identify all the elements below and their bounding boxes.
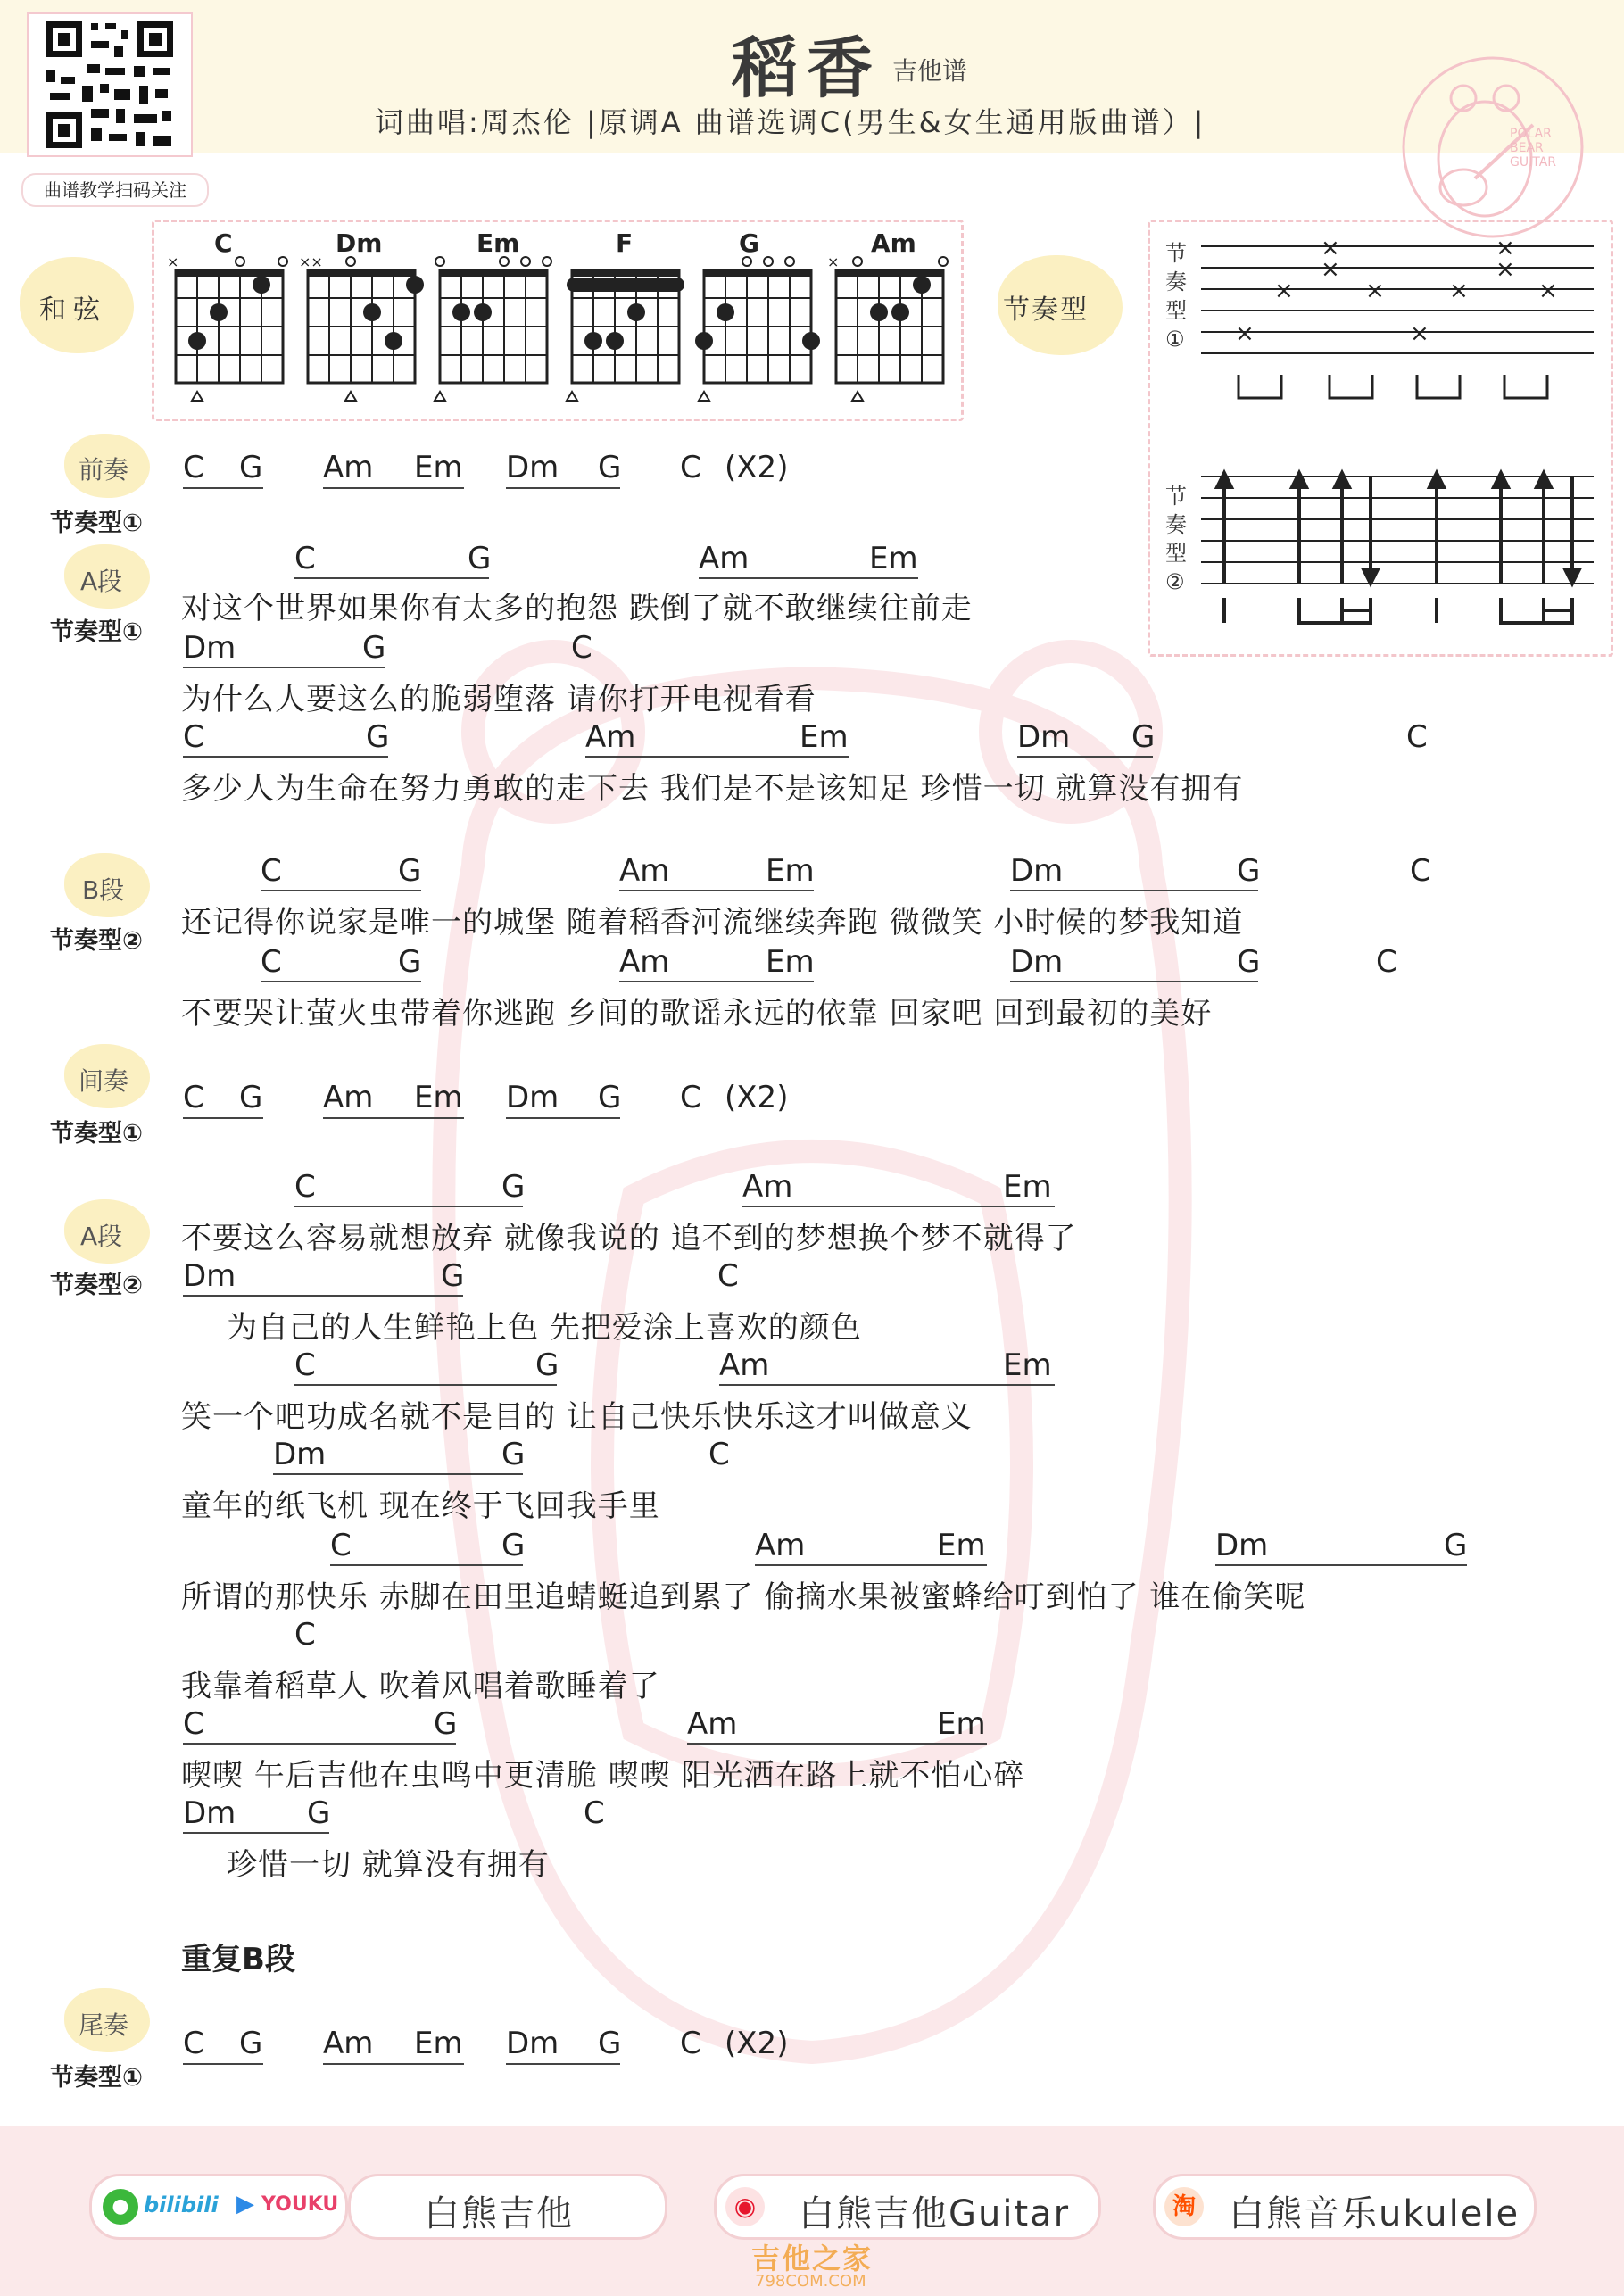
b-2-underline-1 <box>261 981 421 982</box>
b-1-underline-3 <box>1010 890 1258 891</box>
song-title: 稻香 <box>732 30 882 107</box>
interlude-chord-2: G <box>239 1080 263 1115</box>
interlude-chord-1: C <box>183 1080 204 1115</box>
interlude-underline-2 <box>323 1117 464 1119</box>
chords-tag: 和弦 <box>39 294 107 326</box>
repeat-b-note: 重复B段 <box>181 1942 295 1977</box>
b-2-chord-g: G <box>398 944 422 980</box>
interlude-repeat: (X2) <box>725 1080 789 1115</box>
a2-7-underline-1 <box>183 1743 456 1745</box>
intro-chord-6: G <box>598 450 622 485</box>
outro-underline-3 <box>506 2063 620 2065</box>
a2-8-chord-g: G <box>307 1795 331 1831</box>
polar-bear-logo <box>1399 54 1587 241</box>
a2-5-chord-dm: Dm <box>1215 1528 1269 1563</box>
chord-name-dm: Dm <box>336 228 383 258</box>
a2-3-underline-2 <box>719 1384 1055 1386</box>
a1-2-chord-dm: Dm <box>183 630 236 666</box>
b-rhythm: 节奏型② <box>50 927 143 955</box>
rhythm-pattern-2 <box>1196 464 1599 634</box>
interlude-underline-1 <box>183 1117 263 1119</box>
a1-2-underline-1 <box>183 667 385 668</box>
b-2-chord-c: C <box>261 944 282 980</box>
a2-1-underline-1 <box>294 1206 523 1207</box>
account-taobao[interactable] <box>1153 2174 1537 2240</box>
outro-tag: 尾奏 <box>79 2010 129 2040</box>
a2-5-chord-am: Am <box>755 1528 806 1563</box>
svg-text:×: × <box>1496 236 1515 261</box>
logo-text-3: GUITAR <box>1510 155 1556 170</box>
b-2-chord-em: Em <box>766 944 815 980</box>
a1-1-chord-c: C <box>294 541 316 576</box>
a2-1-underline-2 <box>742 1206 1055 1207</box>
chord-name-c: C <box>214 228 233 258</box>
taobao-icon: 淘 <box>1164 2187 1204 2226</box>
a1-tag: A段 <box>80 567 123 596</box>
a2-8-chord-dm: Dm <box>183 1795 236 1831</box>
svg-text:×: × <box>1449 278 1469 304</box>
intro-rhythm: 节奏型① <box>50 510 143 537</box>
interlude-rhythm: 节奏型① <box>50 1120 143 1148</box>
a2-3-chord-g: G <box>535 1347 559 1383</box>
wechat-icon: ● <box>103 2189 138 2225</box>
a2-3-chord-am: Am <box>719 1347 770 1383</box>
a2-7-chord-g: G <box>434 1706 458 1742</box>
a2-2-chord-g: G <box>441 1258 465 1294</box>
a2-rhythm: 节奏型② <box>50 1272 143 1299</box>
chord-diagram-dm <box>299 253 424 401</box>
b-2-lyric: 不要哭让萤火虫带着你逃跑 乡间的歌谣永远的依靠 回家吧 回到最初的美好 <box>181 996 1213 1032</box>
chord-diagram-c <box>167 253 287 401</box>
qr-code[interactable] <box>27 12 193 157</box>
a2-2-chord-dm: Dm <box>183 1258 236 1294</box>
a2-4-underline-1 <box>273 1473 523 1475</box>
bilibili-logo: bilibili <box>144 2192 219 2217</box>
b-1-underline-1 <box>261 890 421 891</box>
interlude-chord-4: Em <box>414 1080 463 1115</box>
svg-text:×: × <box>1410 320 1429 347</box>
intro-underline-3 <box>506 487 620 489</box>
a2-4-lyric: 童年的纸飞机 现在终于飞回我手里 <box>181 1488 660 1524</box>
a1-3-underline-3 <box>1017 756 1153 758</box>
svg-text:×: × <box>1235 320 1255 347</box>
youku-logo: YOUKU <box>261 2193 339 2216</box>
chord-name-g: G <box>739 228 759 258</box>
a1-3-underline-2 <box>585 756 849 758</box>
social-platforms-pill[interactable] <box>89 2174 348 2240</box>
rhythm-pattern-1-label: 节 奏 型 ① <box>1165 241 1187 352</box>
a1-1-underline-2 <box>699 577 918 579</box>
chord-diagram-g <box>695 257 820 401</box>
a1-1-chord-g: G <box>468 541 492 576</box>
interlude-chord-5: Dm <box>506 1080 559 1115</box>
outro-chord-1: C <box>183 2026 204 2061</box>
a1-1-chord-em: Em <box>869 541 918 576</box>
outro-chord-2: G <box>239 2026 263 2061</box>
qr-label: 曲谱教学扫码关注 <box>21 173 209 207</box>
intro-chord-2: G <box>239 450 263 485</box>
a2-7-chord-am: Am <box>687 1706 738 1742</box>
svg-text:×: × <box>1274 278 1294 304</box>
a2-6-chord-c: C <box>294 1617 316 1653</box>
a1-2-chord-g: G <box>362 630 386 666</box>
a1-3-chord-dm: Dm <box>1017 719 1071 755</box>
a2-tag: A段 <box>80 1222 123 1251</box>
outro-rhythm: 节奏型① <box>50 2064 143 2092</box>
a1-3-lyric: 多少人为生命在努力勇敢的走下去 我们是不是该知足 珍惜一切 就算没有拥有 <box>181 771 1244 807</box>
qr-code-icon <box>29 14 191 155</box>
a2-1-lyric: 不要这么容易就想放弃 就像我说的 追不到的梦想换个梦不就得了 <box>181 1221 1077 1256</box>
a2-8-chord-c: C <box>584 1795 605 1831</box>
a2-2-chord-c: C <box>717 1258 739 1294</box>
svg-text:×: × <box>1496 256 1515 283</box>
b-1-chord-dm: Dm <box>1010 853 1064 889</box>
a1-1-underline-1 <box>294 577 489 579</box>
svg-text:××: ×× <box>299 253 323 270</box>
chord-diagram-f <box>567 270 684 401</box>
b-2-chord-c2: C <box>1376 944 1397 980</box>
a2-8-lyric: 珍惜一切 就算没有拥有 <box>227 1847 550 1883</box>
intro-chord-5: Dm <box>506 450 559 485</box>
b-1-underline-2 <box>619 890 814 891</box>
chord-name-em: Em <box>476 228 520 258</box>
a1-3-underline-1 <box>183 756 388 758</box>
a2-1-chord-c: C <box>294 1169 316 1205</box>
a1-3-chord-c2: C <box>1406 719 1428 755</box>
account-baixiong-guitar-label: 白熊吉他 <box>424 2193 574 2234</box>
a2-5-chord-em: Em <box>937 1528 986 1563</box>
b-2-chord-g2: G <box>1237 944 1261 980</box>
rhythm-tag: 节奏型 <box>1003 294 1089 326</box>
a1-1-chord-am: Am <box>699 541 750 576</box>
song-subtitle: 吉他谱 <box>892 56 968 86</box>
intro-chord-3: Am <box>323 450 374 485</box>
a2-1-chord-am: Am <box>742 1169 793 1205</box>
intro-chord-4: Em <box>414 450 463 485</box>
chord-name-f: F <box>616 228 634 258</box>
svg-text:×: × <box>1321 256 1340 283</box>
a2-4-chord-c: C <box>708 1437 730 1472</box>
chord-diagram-em <box>435 257 551 401</box>
account-baixiong-guitar[interactable] <box>348 2174 667 2240</box>
interlude-chord-7: C <box>680 1080 701 1115</box>
intro-underline-2 <box>323 487 464 489</box>
b-1-chord-em: Em <box>766 853 815 889</box>
interlude-tag: 间奏 <box>79 1066 129 1096</box>
a2-4-chord-dm: Dm <box>273 1437 327 1472</box>
chord-diagrams <box>152 220 958 416</box>
weibo-icon: ◉ <box>725 2187 765 2226</box>
a1-3-chord-c: C <box>183 719 204 755</box>
intro-chord-7: C <box>680 450 701 485</box>
outro-chord-6: G <box>598 2026 622 2061</box>
intro-tag: 前奏 <box>79 455 129 485</box>
a1-2-lyric: 为什么人要这么的脆弱堕落 请你打开电视看看 <box>181 682 816 717</box>
a1-1-lyric: 对这个世界如果你有太多的抱怨 跌倒了就不敢继续往前走 <box>181 591 973 626</box>
b-tag: B段 <box>82 875 125 905</box>
a1-2-chord-c: C <box>571 630 592 666</box>
a2-8-underline-1 <box>183 1832 329 1834</box>
outro-chord-3: Am <box>323 2026 374 2061</box>
chord-name-am: Am <box>871 228 916 258</box>
rhythm-pattern-2-label: 节 奏 型 ② <box>1165 484 1187 594</box>
a2-4-chord-g: G <box>501 1437 526 1472</box>
b-1-lyric: 还记得你说家是唯一的城堡 随着稻香河流继续奔跑 微微笑 小时候的梦我知道 <box>181 905 1244 941</box>
interlude-underline-3 <box>506 1117 620 1119</box>
logo-text-1: POLAR <box>1510 127 1552 141</box>
svg-text:×: × <box>167 253 179 270</box>
a2-6-lyric: 我靠着稻草人 吹着风唱着歌睡着了 <box>181 1669 660 1704</box>
b-1-chord-c: C <box>261 853 282 889</box>
outro-repeat: (X2) <box>725 2026 789 2061</box>
a1-3-chord-g2: G <box>1131 719 1156 755</box>
b-1-chord-g: G <box>398 853 422 889</box>
a2-7-chord-em: Em <box>937 1706 986 1742</box>
a2-7-lyric: 喫喫 午后吉他在虫鸣中更清脆 喫喫 阳光洒在路上就不怕心碎 <box>181 1758 1025 1794</box>
b-1-chord-c2: C <box>1410 853 1431 889</box>
account-weibo-label: 白熊吉他Guitar <box>799 2193 1071 2234</box>
a1-3-chord-am: Am <box>585 719 636 755</box>
outro-underline-2 <box>323 2063 464 2065</box>
a2-1-chord-em: Em <box>1003 1169 1052 1205</box>
a2-7-underline-2 <box>687 1743 987 1745</box>
a2-5-lyric: 所谓的那快乐 赤脚在田里追蜻蜓追到累了 偷摘水果被蜜蜂给叮到怕了 谁在偷笑呢 <box>181 1579 1306 1615</box>
song-credits: 词曲唱:周杰伦 |原调A 曲谱选调C(男生&女生通用版曲谱）| <box>375 105 1206 139</box>
a2-3-chord-c: C <box>294 1347 316 1383</box>
logo-text-2: BEAR <box>1510 141 1544 155</box>
b-1-chord-am: Am <box>619 853 670 889</box>
account-weibo[interactable] <box>714 2174 1101 2240</box>
site-watermark-text: 吉他之家 <box>751 2242 874 2275</box>
intro-underline-1 <box>183 487 263 489</box>
a2-5-chord-g2: G <box>1444 1528 1468 1563</box>
b-1-chord-g2: G <box>1237 853 1261 889</box>
rhythm-pattern-1 <box>1196 236 1599 414</box>
account-taobao-label: 白熊音乐ukulele <box>1229 2193 1520 2234</box>
chord-diagram-am <box>827 253 948 401</box>
interlude-chord-6: G <box>598 1080 622 1115</box>
svg-text:×: × <box>827 253 840 270</box>
youku-play-icon: ▶ <box>236 2191 254 2217</box>
b-2-chord-am: Am <box>619 944 670 980</box>
a2-5-underline-3 <box>1215 1564 1467 1566</box>
b-2-chord-dm: Dm <box>1010 944 1064 980</box>
a2-1-chord-g: G <box>501 1169 526 1205</box>
a2-2-underline-1 <box>183 1295 463 1297</box>
a2-5-chord-g: G <box>501 1528 526 1563</box>
a2-2-lyric: 为自己的人生鲜艳上色 先把爱涂上喜欢的颜色 <box>227 1310 862 1346</box>
outro-underline-1 <box>183 2063 263 2065</box>
a2-5-underline-2 <box>755 1564 987 1566</box>
svg-text:×: × <box>1321 236 1340 261</box>
a2-5-underline-1 <box>330 1564 523 1566</box>
b-2-underline-2 <box>619 981 814 982</box>
outro-chord-4: Em <box>414 2026 463 2061</box>
b-2-underline-3 <box>1010 981 1258 982</box>
a2-5-chord-c: C <box>330 1528 352 1563</box>
a2-3-underline-1 <box>294 1384 557 1386</box>
svg-text:×: × <box>1365 278 1385 304</box>
a2-3-chord-em: Em <box>1003 1347 1052 1383</box>
site-watermark-url: 798COM.COM <box>755 2272 866 2291</box>
a2-3-lyric: 笑一个吧功成名就不是目的 让自己快乐快乐这才叫做意义 <box>181 1399 973 1435</box>
bear-guitar-icon <box>1399 54 1587 241</box>
interlude-chord-3: Am <box>323 1080 374 1115</box>
a2-7-chord-c: C <box>183 1706 204 1742</box>
outro-chord-5: Dm <box>506 2026 559 2061</box>
a1-3-chord-em: Em <box>800 719 849 755</box>
svg-text:×: × <box>1538 278 1558 304</box>
intro-chord-1: C <box>183 450 204 485</box>
a1-rhythm: 节奏型① <box>50 618 143 646</box>
intro-repeat: (X2) <box>725 450 789 485</box>
a1-3-chord-g: G <box>366 719 390 755</box>
outro-chord-7: C <box>680 2026 701 2061</box>
